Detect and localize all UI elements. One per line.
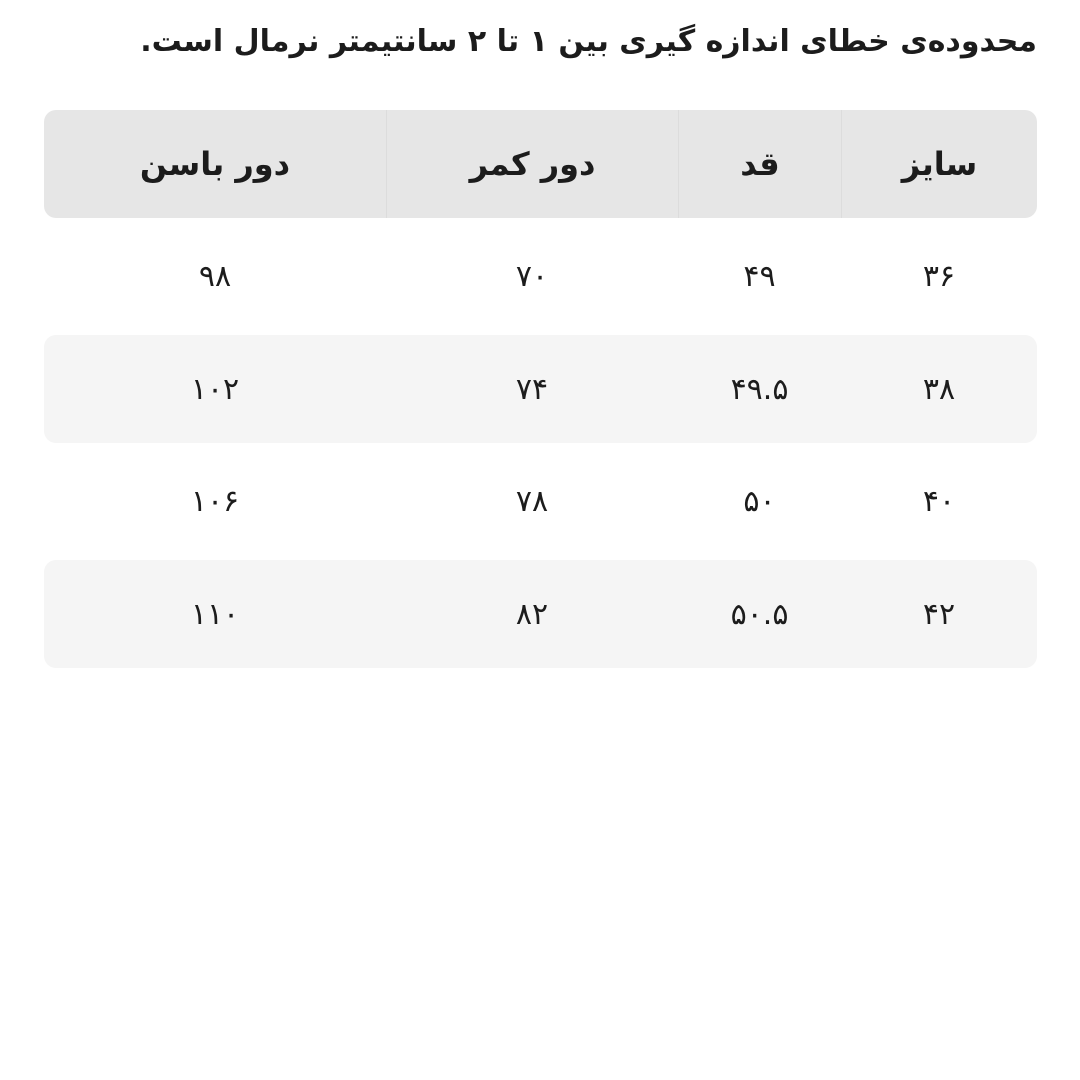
cell-waist: ۸۲: [515, 596, 549, 632]
cell-waist: ۷۴: [515, 371, 549, 407]
table-row: [44, 223, 1037, 331]
cell-length: ۵۰.۵: [730, 596, 789, 632]
cell-length: ۵۰: [743, 484, 776, 519]
cell-hip: ۱۱۰: [190, 596, 240, 632]
header-waist: دور کمر: [386, 110, 678, 218]
cell-hip: ۱۰۶: [190, 484, 240, 519]
table-row: [44, 560, 1037, 668]
table-row: [44, 335, 1037, 443]
cell-hip: ۱۰۲: [190, 371, 240, 407]
cell-length: ۴۹: [743, 259, 776, 294]
cell-waist: ۷۰: [515, 259, 549, 294]
cell-size: ۳۶: [922, 259, 956, 294]
header-hip: دور باسن: [139, 145, 291, 183]
cell-hip: ۹۸: [198, 259, 232, 294]
cell-waist: ۷۸: [515, 484, 549, 519]
size-table: [44, 110, 1037, 673]
header-size: سایز: [841, 110, 1037, 218]
cell-size: ۴۲: [922, 596, 956, 632]
cell-size: ۳۸: [922, 371, 956, 407]
header-length: قد: [678, 110, 841, 218]
table-header-row: [44, 110, 1037, 218]
cell-length: ۴۹.۵: [730, 371, 789, 407]
measurement-error-note: محدوده‌ی خطای اندازه گیری بین ۱ تا ۲ سانتیمتر نرمال است.: [140, 24, 1037, 59]
table-row: [44, 448, 1037, 556]
cell-size: ۴۰: [922, 484, 956, 519]
